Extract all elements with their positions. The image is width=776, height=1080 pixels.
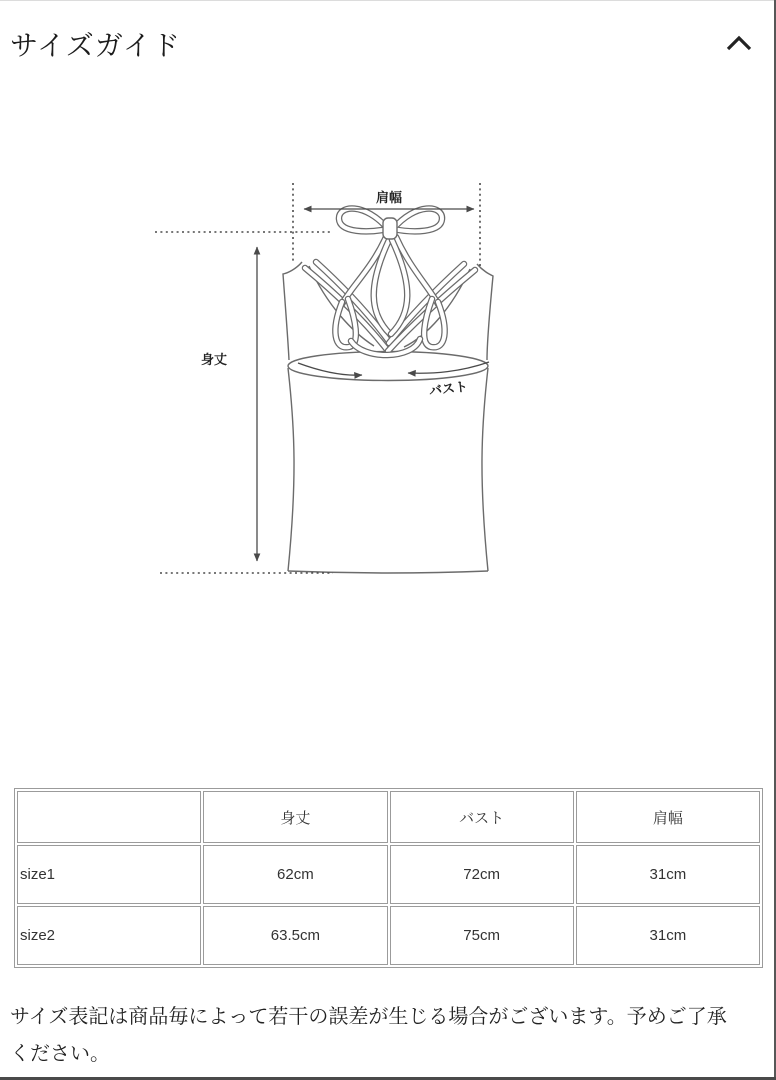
size-disclaimer-line2: ください。 <box>10 1043 110 1065</box>
shoulder-width-label: 肩幅 <box>375 190 403 205</box>
body-length-label: 身丈 <box>200 352 228 367</box>
neck-lacing <box>305 237 475 355</box>
size2-body-length: 63.5cm <box>203 906 387 965</box>
bow-icon <box>339 209 442 239</box>
size1-bust: 72cm <box>390 845 574 904</box>
size1-shoulder: 31cm <box>576 845 760 904</box>
size-disclaimer-line1: サイズ表記は商品毎によって若干の誤差が生じる場合がございます。予めご了承 <box>10 1006 727 1028</box>
size-table-header-bust: バスト <box>390 791 574 843</box>
table-row <box>17 906 760 965</box>
size2-shoulder: 31cm <box>576 906 760 965</box>
size-table-header-body-length: 身丈 <box>203 791 387 843</box>
size1-body-length: 62cm <box>203 845 387 904</box>
size2-bust: 75cm <box>390 906 574 965</box>
size-disclaimer <box>10 999 770 1073</box>
size1-label: size1 <box>17 845 201 904</box>
bust-arrow-right <box>408 362 489 373</box>
size-table-header-row <box>17 791 760 843</box>
garment-outline <box>283 262 493 573</box>
table-row <box>17 845 760 904</box>
bust-arrow-left <box>298 363 362 375</box>
page-title: サイズガイド <box>10 31 181 62</box>
size-table <box>14 788 763 968</box>
size2-label: size2 <box>17 906 201 965</box>
bust-label: バスト <box>428 378 469 399</box>
size-table-header-blank <box>17 791 201 843</box>
size-table-header-shoulder: 肩幅 <box>576 791 760 843</box>
